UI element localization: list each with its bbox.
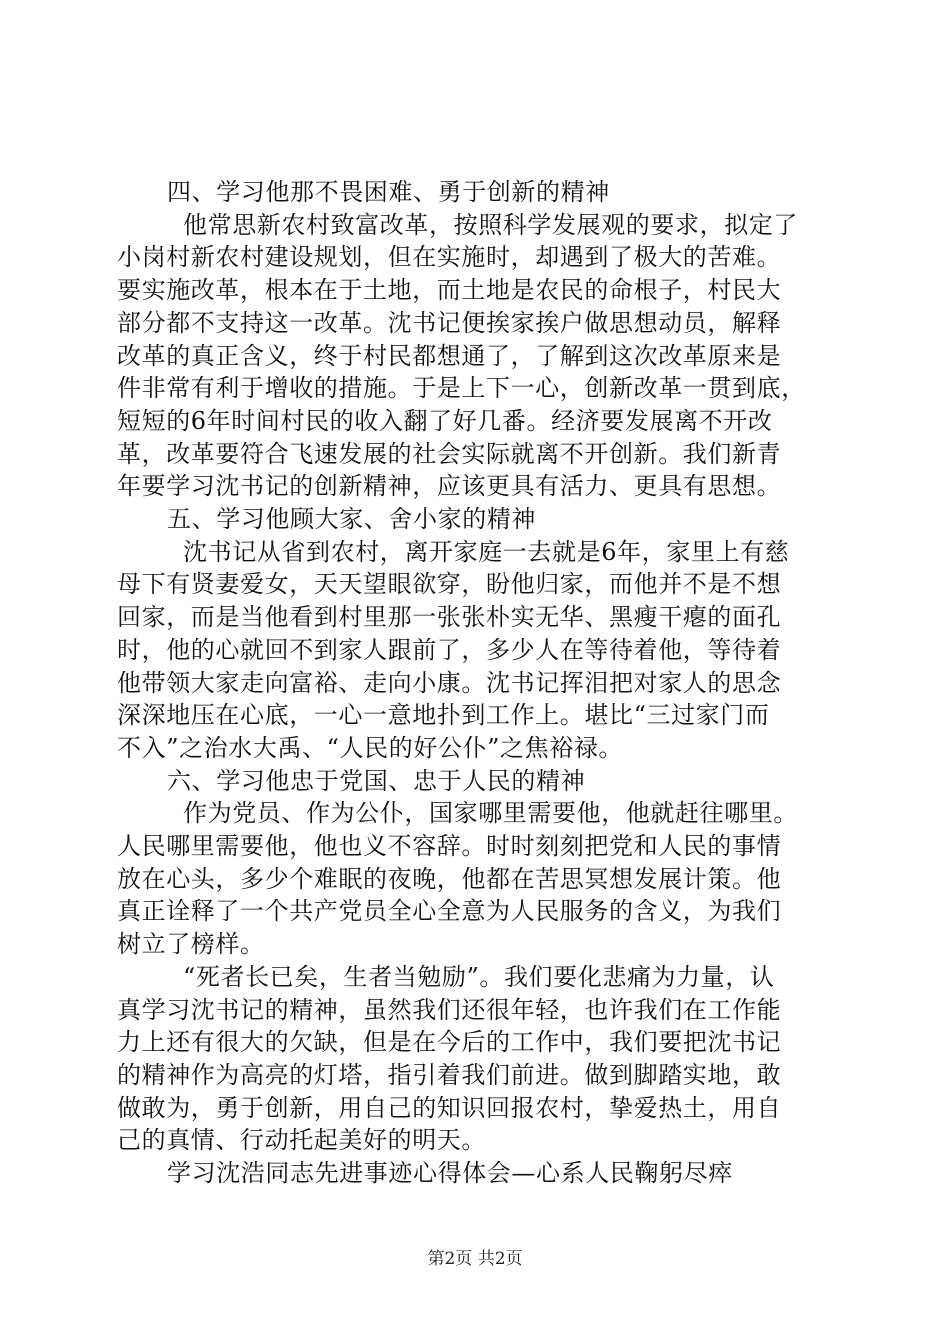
section-heading-6: 六、学习他忠于党国、忠于人民的精神 xyxy=(167,766,586,795)
paragraph-line: 作为党员、作为公仆，国家哪里需要他，他就赶往哪里。 xyxy=(183,799,798,828)
section-heading-4: 四、学习他那不畏困难、勇于创新的精神 xyxy=(167,178,610,206)
paragraph-line: 要实施改革，根本在于土地，而土地是农民的命根子，村民大 xyxy=(117,276,782,305)
paragraph-line: 他带领大家走向富裕、走向小康。沈书记挥泪把对家人的思念 xyxy=(117,668,782,697)
paragraph-line: 改革的真正含义，终于村民都想通了，了解到这次改革原来是 xyxy=(117,341,782,370)
paragraph-line: 部分都不支持这一改革。沈书记便挨家挨户做思想动员，解释 xyxy=(117,308,782,337)
paragraph-line: 放在心头，多少个难眠的夜晚，他都在苦思冥想发展计策。他 xyxy=(117,864,782,893)
page-number-footer: 第2页 共2页 xyxy=(427,1249,523,1269)
paragraph-line: 母下有贤妻爱女，天天望眼欲穿，盼他归家，而他并不是不想 xyxy=(117,570,782,599)
paragraph-line: 件非常有利于增收的措施。于是上下一心，创新改革一贯到底， xyxy=(117,374,806,403)
paragraph-line: 回家，而是当他看到村里那一张张朴实无华、黑瘦干瘪的面孔 xyxy=(117,603,782,632)
paragraph-line: 小岗村新农村建设规划，但在实施时，却遇到了极大的苦难。 xyxy=(117,243,782,272)
paragraph-line: 沈书记从省到农村，离开家庭一去就是6年，家里上有慈 xyxy=(183,537,790,566)
closing-paragraph xyxy=(117,961,837,1157)
document-body xyxy=(117,176,837,1190)
paragraph-line: 树立了榜样。 xyxy=(117,930,265,959)
paragraph-line: 时，他的心就回不到家人跟前了，多少人在等待着他，等待着 xyxy=(117,635,782,664)
paragraph-line: 真正诠释了一个共产党员全心全意为人民服务的含义，为我们 xyxy=(117,897,782,926)
paragraph-line: 己的真情、行动托起美好的明天。 xyxy=(117,1126,486,1155)
paragraph-line: 力上还有很大的欠缺，但是在今后的工作中，我们要把沈书记 xyxy=(117,1028,782,1057)
paragraph-line: 革，改革要符合飞速发展的社会实际就离不开创新。我们新青 xyxy=(117,439,782,468)
section-heading-5: 五、学习他顾大家、舍小家的精神 xyxy=(167,505,536,534)
section-paragraph-5 xyxy=(117,536,837,765)
paragraph-line: 人民哪里需要他，他也义不容辞。时时刻刻把党和人民的事情 xyxy=(117,832,782,861)
paragraph-line: 短短的6年时间村民的收入翻了好几番。经济要发展离不开改 xyxy=(117,406,773,435)
paragraph-line: 不入”之治水大禹、“人民的好公仆”之焦裕禄。 xyxy=(117,733,624,762)
section-paragraph-6 xyxy=(117,797,837,961)
paragraph-line: 深深地压在心底，一心一意地扑到工作上。堪比“三过家门而 xyxy=(117,701,770,730)
next-article-title: 学习沈浩同志先进事迹心得体会—心系人民鞠躬尽瘁 xyxy=(167,1159,733,1188)
paragraph-line: 真学习沈书记的精神，虽然我们还很年轻，也许我们在工作能 xyxy=(117,995,782,1024)
section-paragraph-4 xyxy=(117,209,837,503)
paragraph-line: “死者长已矣，生者当勉励”。我们要化悲痛为力量，认 xyxy=(183,962,775,991)
paragraph-line: 的精神作为高亮的灯塔，指引着我们前进。做到脚踏实地，敢 xyxy=(117,1060,782,1089)
paragraph-line: 做敢为，勇于创新，用自己的知识回报农村，挚爱热土，用自 xyxy=(117,1093,782,1122)
paragraph-line: 他常思新农村致富改革，按照科学发展观的要求，拟定了 xyxy=(183,210,798,239)
paragraph-line: 年要学习沈书记的创新精神，应该更具有活力、更具有思想。 xyxy=(117,472,782,501)
